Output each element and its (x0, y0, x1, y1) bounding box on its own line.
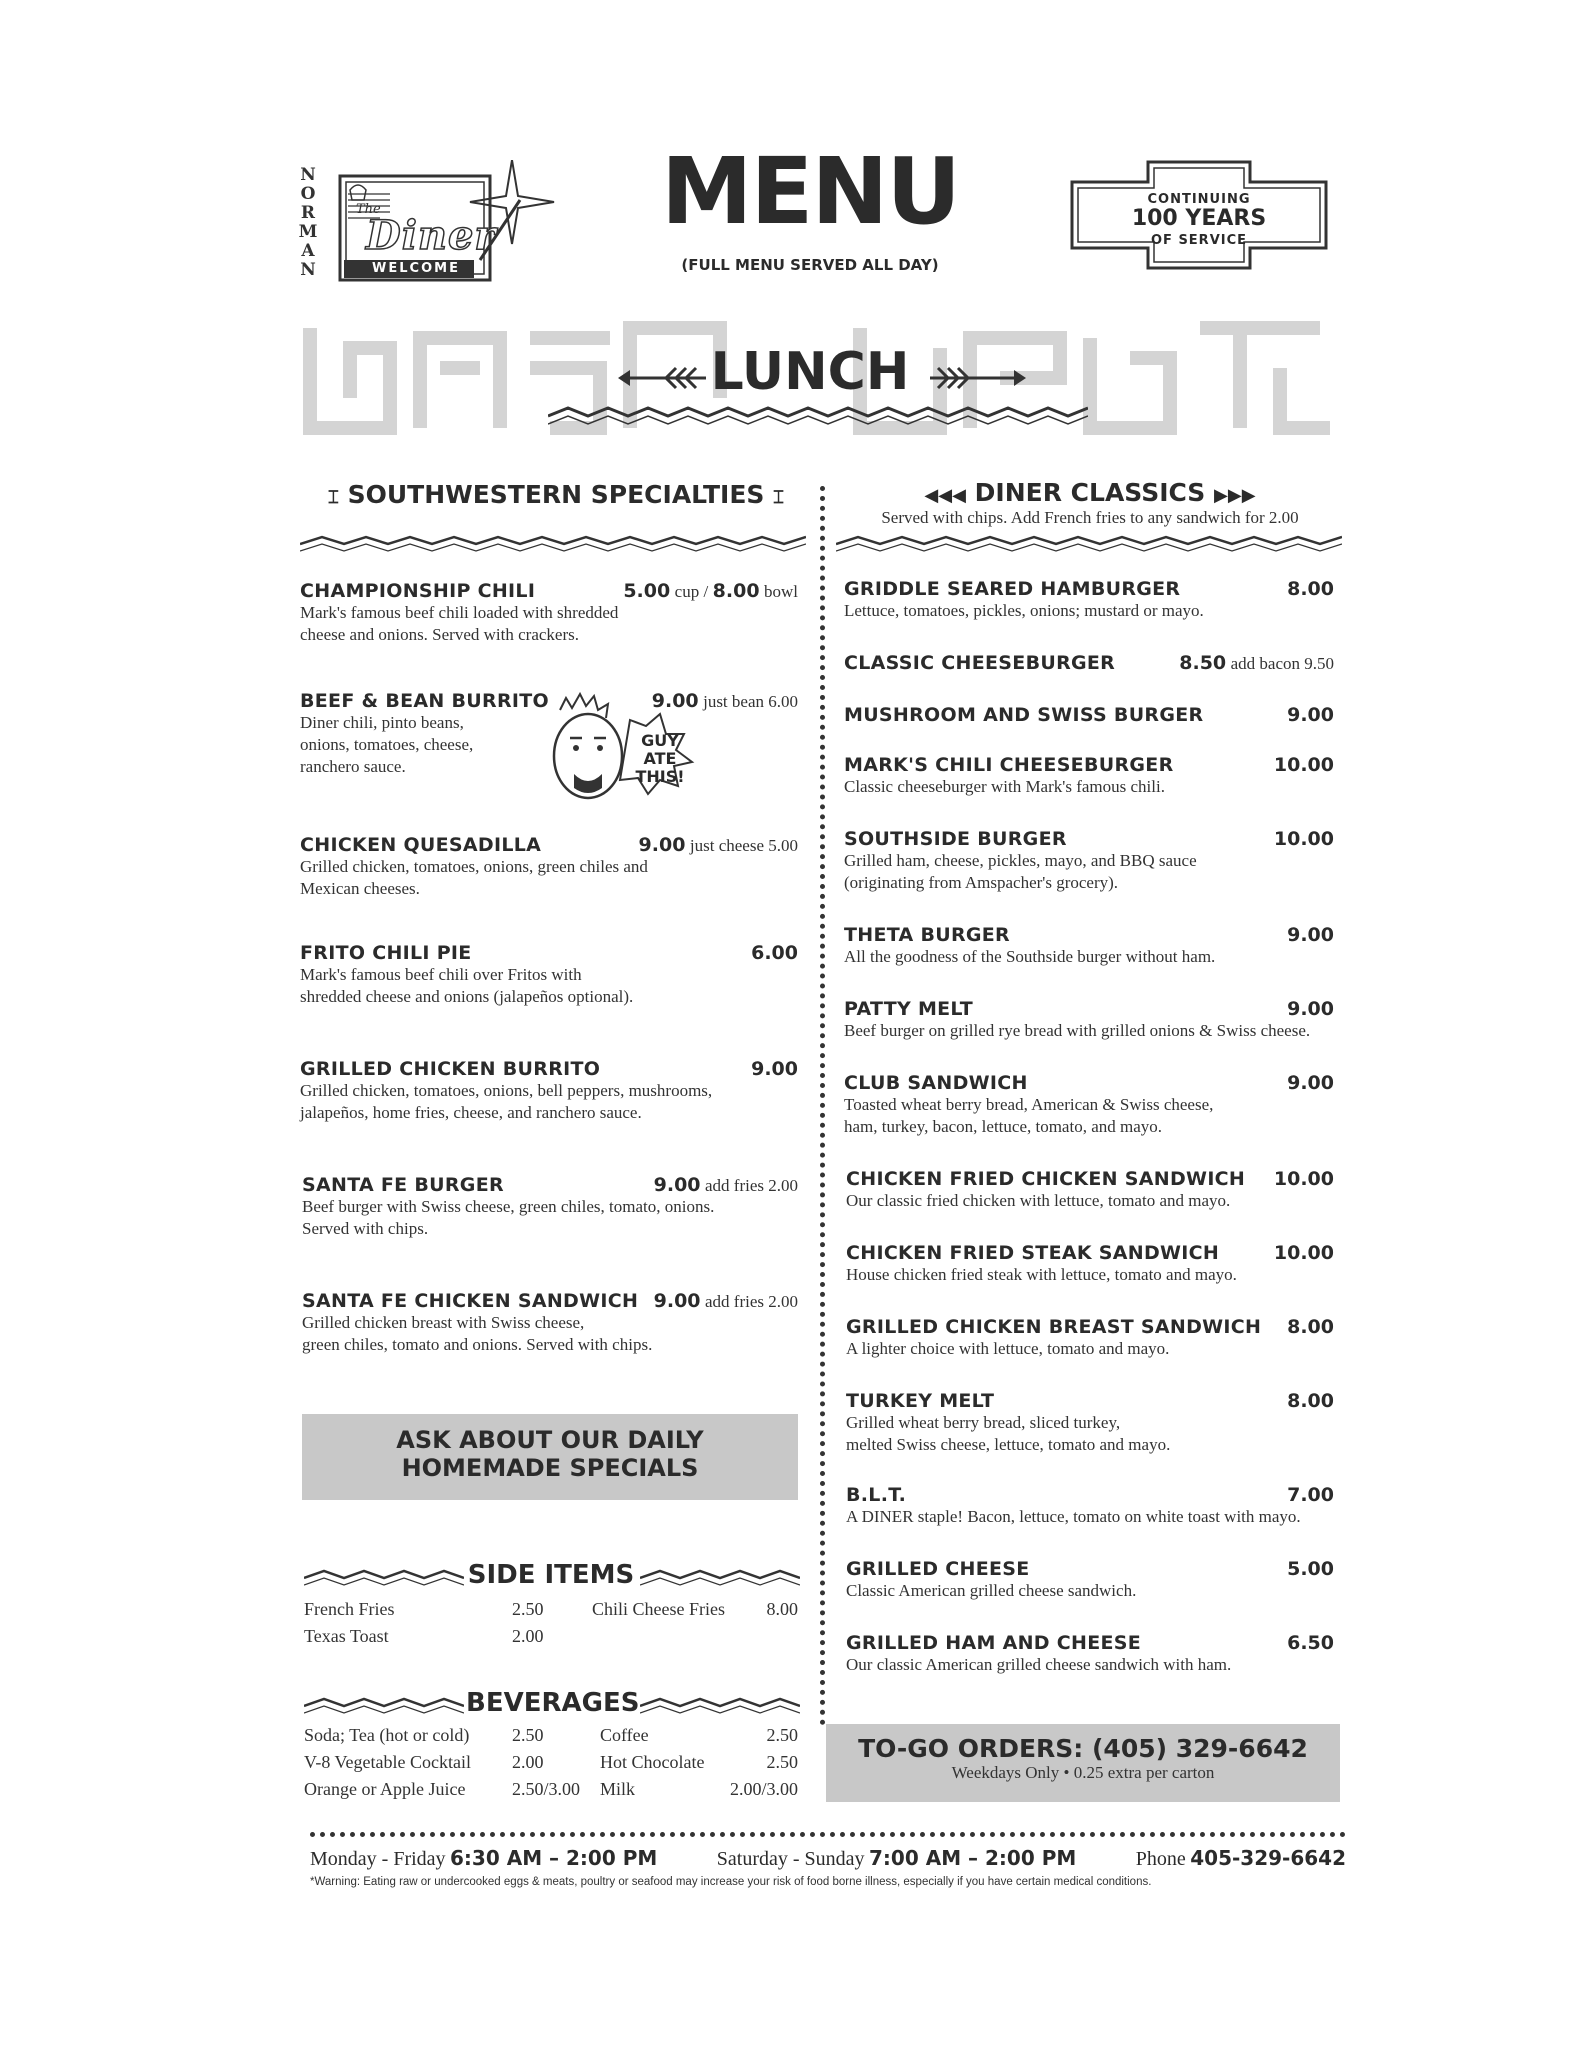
lunch-zigzag (548, 404, 1088, 428)
item-price: 9.00 (653, 1174, 701, 1196)
menu-item (844, 578, 1334, 622)
item-name: TURKEY MELT (846, 1390, 995, 1412)
menu-item (302, 1290, 798, 1356)
menu-item (302, 1174, 798, 1240)
classics-subheading: Served with chips. Add French fries to any sandwich for 2.00 (881, 508, 1299, 527)
item-name: B.L.T. (846, 1484, 907, 1506)
side-name: Texas Toast (304, 1626, 389, 1646)
item-desc: Our classic American grilled cheese sandwich with ham. (846, 1655, 1232, 1674)
menu-item (300, 942, 798, 1008)
logo-the: The (356, 202, 381, 217)
lunch-label: LUNCH (710, 342, 910, 402)
beverages-wave-right (640, 1696, 800, 1716)
badge-line3: OF SERVICE (1150, 233, 1248, 248)
item-name: SANTA FE CHICKEN SANDWICH (302, 1290, 639, 1312)
item-price: 9.00 (1287, 998, 1334, 1020)
item-desc: ham, turkey, bacon, lettuce, tomato, and mayo. (844, 1117, 1163, 1136)
item-desc: jalapeños, home fries, cheese, and ranchero sauce. (300, 1103, 642, 1122)
item-name: CHICKEN QUESADILLA (300, 834, 542, 856)
guy-badge-line2: ATE (643, 749, 677, 768)
specials-line1: ASK ABOUT OUR DAILY (396, 1426, 704, 1454)
price-note: add fries 2.00 (704, 1176, 798, 1195)
column-divider (820, 486, 825, 1726)
item-price: 5.00 (1287, 1558, 1334, 1580)
beverage-price: 2.50 (766, 1725, 798, 1745)
item-desc: Classic American grilled cheese sandwich. (846, 1581, 1137, 1600)
item-price: 9.00 (1287, 1072, 1334, 1094)
togo-note: Weekdays Only • 0.25 extra per carton (951, 1763, 1215, 1782)
daily-specials-box (302, 1414, 798, 1500)
togo-label: TO-GO ORDERS: (405) 329-6642 (858, 1734, 1308, 1763)
price-note: just cheese 5.00 (689, 836, 798, 855)
menu-item (844, 924, 1334, 968)
item-desc: All the goodness of the Southside burger without ham. (844, 947, 1216, 966)
menu-item (846, 1390, 1334, 1456)
guy-ate-this-badge (530, 690, 720, 810)
guy-face-icon (530, 690, 720, 810)
diner-logo (296, 160, 566, 290)
menu-item (844, 828, 1334, 894)
item-price: 9.00 (653, 1290, 701, 1312)
beverage-price: 2.50 (512, 1725, 544, 1745)
item-desc: ranchero sauce. (300, 757, 406, 776)
item-price: 9.00 (651, 690, 699, 712)
item-name: THETA BURGER (844, 924, 1010, 946)
sides-wave-left (304, 1568, 464, 1588)
item-name: CHAMPIONSHIP CHILI (300, 580, 536, 602)
badge-line1: CONTINUING (1147, 192, 1251, 207)
item-name: SANTA FE BURGER (302, 1174, 504, 1196)
item-desc: House chicken fried steak with lettuce, tomato and mayo. (846, 1265, 1237, 1284)
logo-diner: Diner (366, 212, 497, 259)
item-price: 9.00 (751, 1058, 798, 1080)
logo-vertical-word: N O R M A N (298, 165, 318, 280)
item-desc: A lighter choice with lettuce, tomato and mayo. (846, 1339, 1170, 1358)
specials-line2: HOMEMADE SPECIALS (401, 1454, 699, 1482)
item-price: 5.00 (623, 580, 671, 602)
badge-line2: 100 YEARS (1131, 206, 1267, 231)
classics-heading: ◀◀◀ DINER CLASSICS ▶▶▶ (924, 478, 1256, 507)
item-price: 10.00 (1273, 1168, 1334, 1190)
menu-item (846, 1168, 1334, 1212)
side-row (304, 1596, 798, 1623)
guy-badge-line1: GUY (641, 731, 679, 750)
item-name: GRILLED HAM AND CHEESE (846, 1632, 1142, 1654)
item-desc: A DINER staple! Bacon, lettuce, tomato on white toast with mayo. (846, 1507, 1301, 1526)
item-price: 8.00 (1287, 1316, 1334, 1338)
item-desc: Grilled chicken, tomatoes, onions, bell peppers, mushrooms, (300, 1081, 713, 1100)
item-name: SOUTHSIDE BURGER (844, 828, 1067, 850)
side-price: 2.50 (512, 1599, 544, 1619)
item-name: CHICKEN FRIED STEAK SANDWICH (846, 1242, 1220, 1264)
beverage-name: Orange or Apple Juice (304, 1779, 466, 1799)
sides-list (304, 1596, 798, 1650)
item-desc: melted Swiss cheese, lettuce, tomato and mayo. (846, 1435, 1171, 1454)
southwestern-wave (300, 534, 806, 554)
item-name: PATTY MELT (844, 998, 973, 1020)
years-badge (1068, 160, 1330, 272)
item-desc: cheese and onions. Served with crackers. (300, 625, 579, 644)
guy-badge-line3: THIS! (635, 767, 685, 786)
weekday-hours: Monday - Friday 6:30 AM – 2:00 PM (310, 1846, 658, 1870)
item-price: 10.00 (1273, 1242, 1334, 1264)
item-price: 9.00 (1287, 924, 1334, 946)
item-name: BEEF & BEAN BURRITO (300, 690, 549, 712)
item-price: 9.00 (638, 834, 686, 856)
item-desc: Mexican cheeses. (300, 879, 420, 898)
item-price-group (639, 834, 798, 856)
item-desc: Diner chili, pinto beans, (300, 713, 464, 732)
classics-wave (836, 534, 1342, 554)
beverages-wave-left (304, 1696, 464, 1716)
item-desc: Classic cheeseburger with Mark's famous chili. (844, 777, 1165, 796)
item-desc: green chiles, tomato and onions. Served with chips. (302, 1335, 653, 1354)
item-price: 6.50 (1287, 1632, 1334, 1654)
beverage-row (304, 1776, 798, 1803)
footer-phone: Phone 405-329-6642 (1135, 1846, 1346, 1870)
item-price: 8.50 (1179, 652, 1227, 674)
lunch-arrow-left (616, 358, 708, 398)
menu-item (844, 652, 1334, 674)
southwestern-heading: ⌶ SOUTHWESTERN SPECIALTIES ⌶ (328, 480, 784, 509)
beverages-list (304, 1722, 798, 1803)
menu-item (844, 754, 1334, 798)
item-price-group (654, 1174, 798, 1196)
item-name: GRILLED CHICKEN BURRITO (300, 1058, 601, 1080)
arrows-left-icon: ◀◀◀ (924, 485, 966, 506)
menu-item (844, 998, 1334, 1042)
side-name: French Fries (304, 1599, 395, 1619)
footer-divider (310, 1832, 1346, 1837)
side-price: 2.00 (512, 1626, 544, 1646)
item-name: MARK'S CHILI CHEESEBURGER (844, 754, 1174, 776)
item-desc: Grilled wheat berry bread, sliced turkey, (846, 1413, 1121, 1432)
item-name: GRIDDLE SEARED HAMBURGER (844, 578, 1181, 600)
beverage-price: 2.00/3.00 (729, 1779, 798, 1799)
hours-line (310, 1846, 1346, 1871)
item-price: 6.00 (751, 942, 798, 964)
togo-orders-box (826, 1724, 1340, 1802)
menu-item (300, 834, 798, 900)
item-desc: (originating from Amspacher's grocery). (844, 873, 1119, 892)
item-price-group (654, 1290, 798, 1312)
item-price-group (623, 580, 798, 602)
item-desc: Grilled chicken breast with Swiss cheese, (302, 1313, 585, 1332)
item-name: CLUB SANDWICH (844, 1072, 1028, 1094)
beverage-name: Milk (600, 1779, 636, 1799)
logo-welcome: WELCOME (372, 261, 460, 276)
item-desc: Grilled ham, cheese, pickles, mayo, and BBQ sauce (844, 851, 1197, 870)
side-row (304, 1623, 798, 1650)
item-desc: Served with chips. (302, 1219, 429, 1238)
price-note: cup / (674, 582, 709, 601)
item-price: 8.00 (1287, 578, 1334, 600)
page-title: MENU (660, 138, 960, 245)
item-desc: Our classic fried chicken with lettuce, tomato and mayo. (846, 1191, 1231, 1210)
beverage-name: Soda; Tea (hot or cold) (304, 1725, 470, 1745)
menu-item (844, 704, 1334, 726)
beverage-price: 2.50 (766, 1752, 798, 1772)
item-desc: shredded cheese and onions (jalapeños optional). (300, 987, 634, 1006)
menu-item (300, 1058, 798, 1124)
lunch-arrow-right (928, 358, 1028, 398)
menu-item (846, 1558, 1334, 1602)
item-name: GRILLED CHEESE (846, 1558, 1030, 1580)
page-subtitle: (FULL MENU SERVED ALL DAY) (681, 256, 939, 274)
item-desc: Beef burger with Swiss cheese, green chiles, tomato, onions. (302, 1197, 715, 1216)
sides-wave-right (640, 1568, 800, 1588)
item-price: 10.00 (1273, 754, 1334, 776)
side-name: Chili Cheese Fries (592, 1599, 725, 1619)
price-note: just bean 6.00 (703, 692, 798, 711)
item-name: MUSHROOM AND SWISS BURGER (844, 704, 1204, 726)
item-desc: Toasted wheat berry bread, American & Swiss cheese, (844, 1095, 1214, 1114)
heading-ornament-right: ⌶ (773, 487, 784, 508)
beverage-name: V-8 Vegetable Cocktail (304, 1752, 471, 1772)
item-desc: Beef burger on grilled rye bread with grilled onions & Swiss cheese. (844, 1021, 1311, 1040)
beverage-price: 2.00 (512, 1752, 544, 1772)
sides-heading: SIDE ITEMS (467, 1560, 635, 1590)
item-name: CHICKEN FRIED CHICKEN SANDWICH (846, 1168, 1246, 1190)
item-name: CLASSIC CHEESEBURGER (844, 652, 1116, 674)
menu-item (300, 580, 798, 646)
item-price-group (1179, 652, 1334, 674)
weekend-hours: Saturday - Sunday 7:00 AM – 2:00 PM (716, 1846, 1077, 1870)
menu-item (844, 1072, 1334, 1138)
beverage-row (304, 1749, 798, 1776)
menu-item (846, 1632, 1334, 1676)
price-note: add fries 2.00 (704, 1292, 798, 1311)
heading-ornament-left: ⌶ (328, 487, 339, 508)
item-desc: Mark's famous beef chili over Fritos with (300, 965, 582, 984)
item-desc: Lettuce, tomatoes, pickles, onions; mustard or mayo. (844, 601, 1204, 620)
beverage-price: 2.50/3.00 (512, 1779, 581, 1799)
item-desc: Mark's famous beef chili loaded with shredded (300, 603, 619, 622)
item-desc: Grilled chicken, tomatoes, onions, green chiles and (300, 857, 648, 876)
arrows-right-icon: ▶▶▶ (1214, 485, 1256, 506)
menu-item (846, 1316, 1334, 1360)
item-price: 8.00 (1287, 1390, 1334, 1412)
item-name: GRILLED CHICKEN BREAST SANDWICH (846, 1316, 1262, 1338)
item-price-bowl: 8.00 (712, 580, 760, 602)
menu-item (846, 1242, 1334, 1286)
menu-item (846, 1484, 1334, 1528)
price-note-bowl: bowl (764, 582, 798, 601)
item-desc: onions, tomatoes, cheese, (300, 735, 474, 754)
food-warning: *Warning: Eating raw or undercooked eggs & meats, poultry or seafood may increase your risk of food borne illness, especially if you have certain medical conditions. (310, 1876, 1152, 1888)
price-note: add bacon 9.50 (1230, 654, 1334, 673)
beverage-name: Hot Chocolate (600, 1752, 705, 1772)
beverages-heading: BEVERAGES (466, 1688, 640, 1718)
beverage-row (304, 1722, 798, 1749)
item-price: 7.00 (1287, 1484, 1334, 1506)
item-name: FRITO CHILI PIE (300, 942, 472, 964)
item-price: 9.00 (1287, 704, 1334, 726)
item-price: 10.00 (1273, 828, 1334, 850)
side-price: 8.00 (766, 1599, 798, 1619)
beverage-name: Coffee (600, 1725, 649, 1745)
